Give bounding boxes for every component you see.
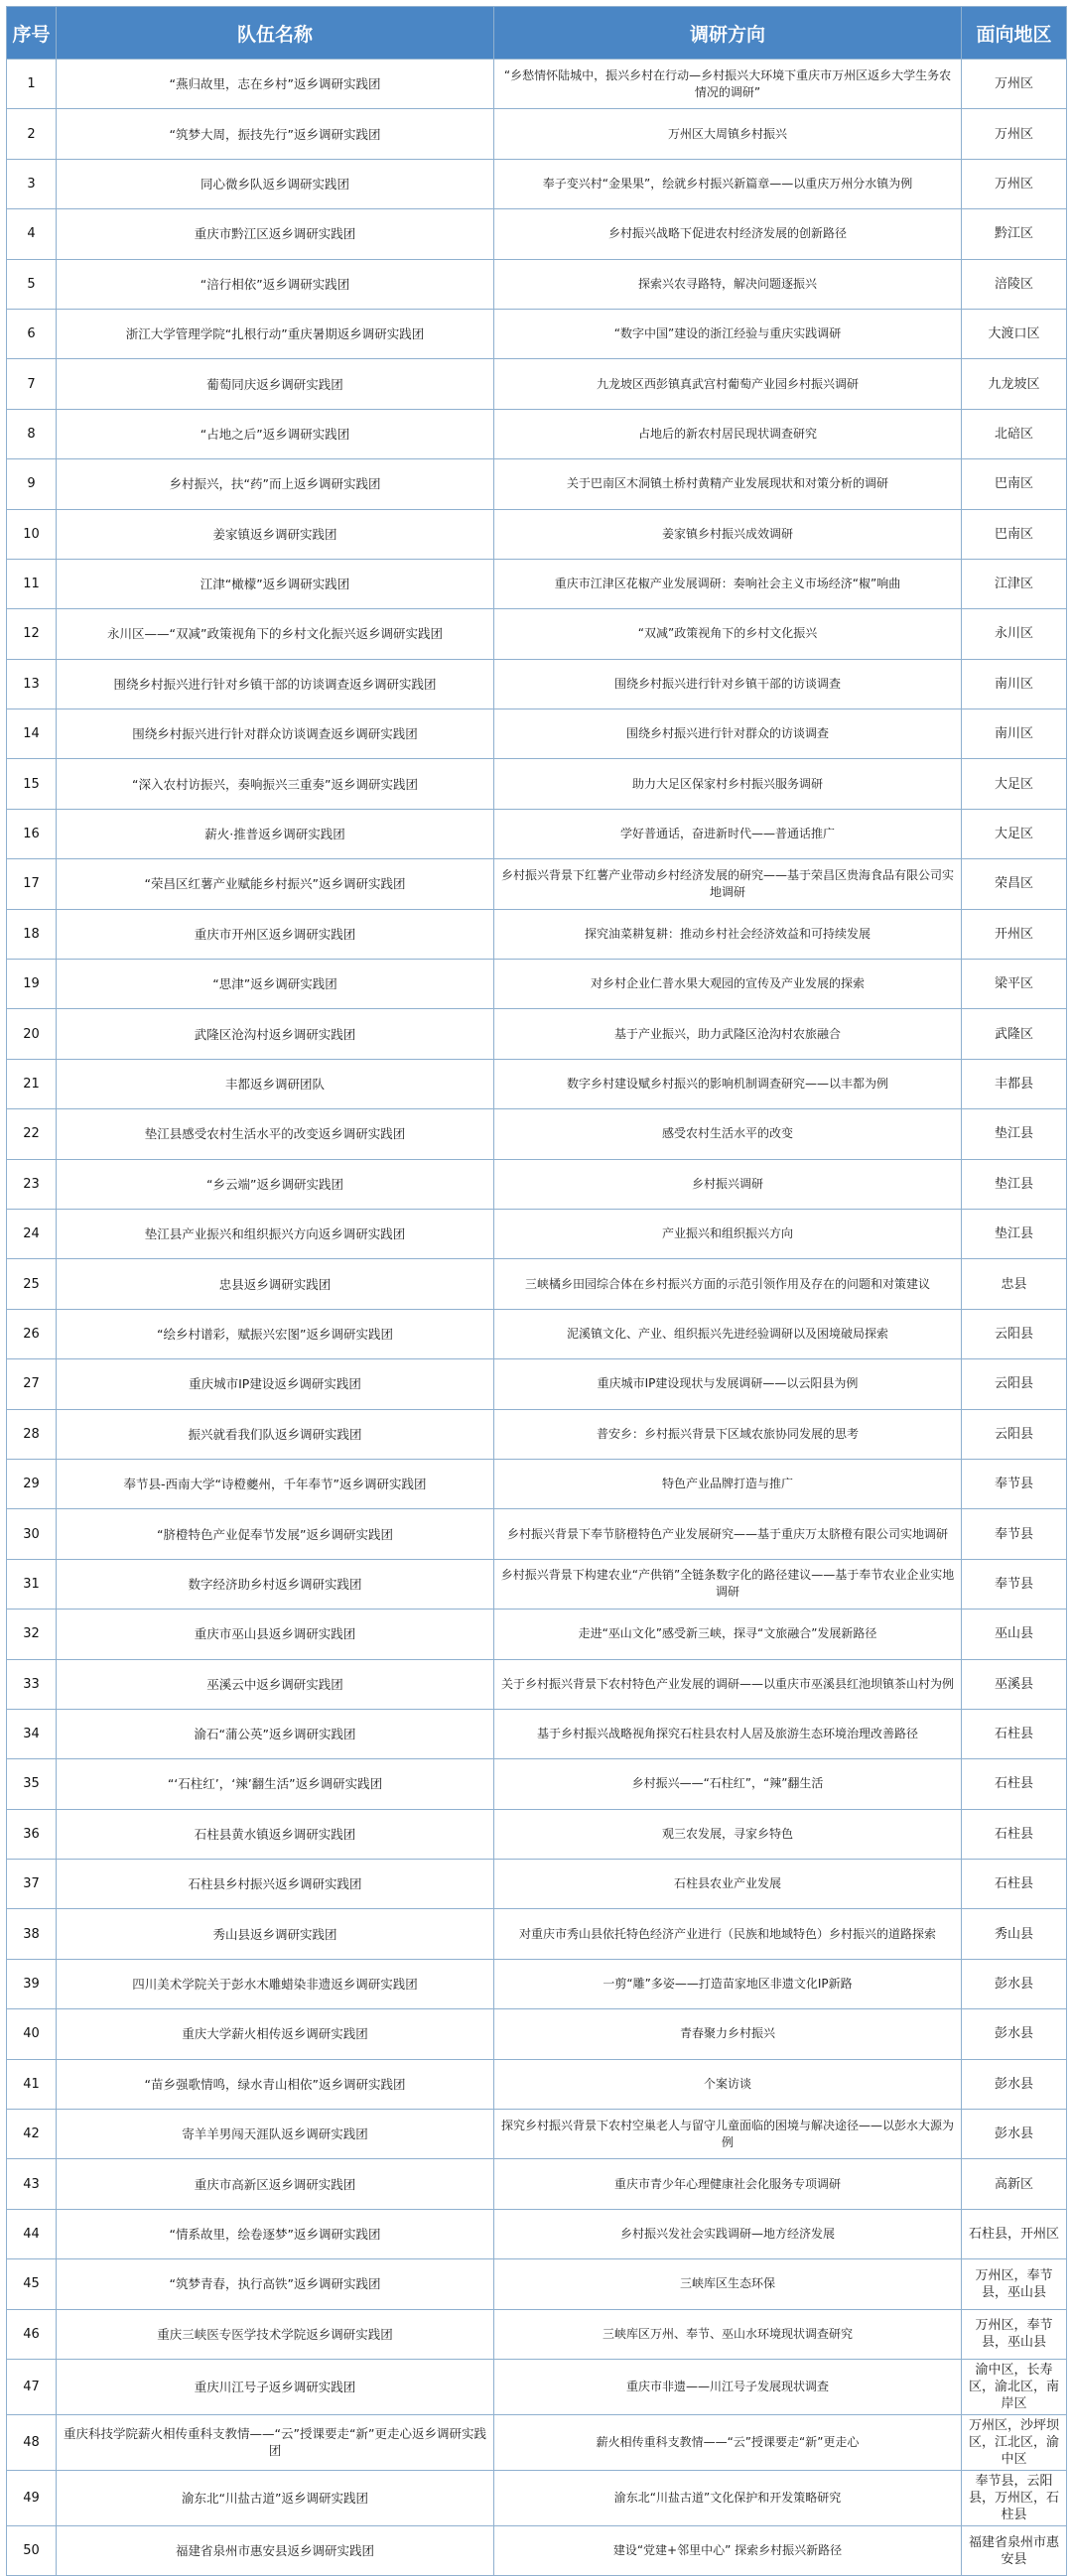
- team-name-cell: 重庆市高新区返乡调研实践团: [57, 2159, 494, 2209]
- research-direction-cell: 围绕乡村振兴进行针对群众的访谈调查: [494, 709, 962, 759]
- research-direction-cell: 乡村振兴背景下奉节脐橙特色产业发展研究——基于重庆万太脐橙有限公司实地调研: [494, 1509, 962, 1559]
- region-cell: 彭水县: [962, 1959, 1067, 2008]
- research-direction-cell: 建设“党建+邻里中心” 探索乡村振兴新路径: [494, 2525, 962, 2575]
- table-row: [7, 459, 1067, 509]
- research-direction-cell: 基于乡村振兴战略视角探究石柱县农村人居及旅游生态环境治理改善路径: [494, 1709, 962, 1758]
- row-index-cell: 22: [7, 1109, 57, 1159]
- table-row: [7, 1860, 1067, 1909]
- row-index-cell: 16: [7, 809, 57, 858]
- research-direction-cell: 重庆城市IP建设现状与发展调研——以云阳县为例: [494, 1359, 962, 1409]
- table-row: [7, 859, 1067, 909]
- region-cell: 巫溪县: [962, 1659, 1067, 1709]
- team-name-cell: “脐橙特色产业促奉节发展”返乡调研实践团: [57, 1509, 494, 1559]
- team-name-cell: 重庆市巫山县返乡调研实践团: [57, 1610, 494, 1659]
- table-row: [7, 2009, 1067, 2059]
- team-name-cell: 四川美术学院关于彭水木雕蜡染非遗返乡调研实践团: [57, 1959, 494, 2008]
- region-cell: 秀山县: [962, 1909, 1067, 1959]
- table-body: [7, 60, 1067, 2576]
- table-row: [7, 1409, 1067, 1459]
- row-index-cell: 3: [7, 159, 57, 208]
- research-direction-cell: 重庆市青少年心理健康社会化服务专项调研: [494, 2159, 962, 2209]
- header-index: 序号: [7, 7, 57, 60]
- team-name-cell: 垫江县感受农村生活水平的改变返乡调研实践团: [57, 1109, 494, 1159]
- research-direction-cell: 对乡村企业仁普水果大观园的宣传及产业发展的探索: [494, 960, 962, 1009]
- row-index-cell: 44: [7, 2209, 57, 2258]
- table-row: [7, 1109, 1067, 1159]
- table-row: [7, 1359, 1067, 1409]
- region-cell: 云阳县: [962, 1409, 1067, 1459]
- research-direction-cell: 乡村振兴调研: [494, 1159, 962, 1209]
- row-index-cell: 29: [7, 1459, 57, 1508]
- row-index-cell: 24: [7, 1209, 57, 1258]
- research-direction-cell: 奉子变兴村“金果果”，绘就乡村振兴新篇章——以重庆万州分水镇为例: [494, 159, 962, 208]
- table-row: [7, 109, 1067, 159]
- team-name-cell: 丰都返乡调研团队: [57, 1059, 494, 1108]
- table-row: [7, 759, 1067, 809]
- row-index-cell: 7: [7, 359, 57, 409]
- table-header-row: [7, 7, 1067, 60]
- table-row: [7, 1259, 1067, 1309]
- region-cell: 北碚区: [962, 409, 1067, 458]
- team-name-cell: “情系故里，绘卷逐梦”返乡调研实践团: [57, 2209, 494, 2258]
- region-cell: 福建省泉州市惠安县: [962, 2525, 1067, 2575]
- research-direction-cell: 感受农村生活水平的改变: [494, 1109, 962, 1159]
- table-row: [7, 209, 1067, 259]
- row-index-cell: 15: [7, 759, 57, 809]
- team-name-cell: 重庆市黔江区返乡调研实践团: [57, 209, 494, 259]
- row-index-cell: 19: [7, 960, 57, 1009]
- row-index-cell: 6: [7, 309, 57, 358]
- header-team-name: 队伍名称: [57, 7, 494, 60]
- team-name-cell: “绘乡村谱彩，赋振兴宏图”返乡调研实践团: [57, 1309, 494, 1358]
- table-row: [7, 1809, 1067, 1859]
- region-cell: 荣昌区: [962, 859, 1067, 909]
- table-row: [7, 960, 1067, 1009]
- research-direction-cell: 九龙坡区西彭镇真武宫村葡萄产业园乡村振兴调研: [494, 359, 962, 409]
- table-row: [7, 2259, 1067, 2309]
- region-cell: 开州区: [962, 909, 1067, 959]
- region-cell: 梁平区: [962, 960, 1067, 1009]
- region-cell: 丰都县: [962, 1059, 1067, 1108]
- team-name-cell: 姜家镇返乡调研实践团: [57, 509, 494, 559]
- team-name-cell: “乡云端”返乡调研实践团: [57, 1159, 494, 1209]
- region-cell: 云阳县: [962, 1309, 1067, 1358]
- research-direction-cell: 产业振兴和组织振兴方向: [494, 1209, 962, 1258]
- research-direction-cell: 助力大足区保家村乡村振兴服务调研: [494, 759, 962, 809]
- row-index-cell: 10: [7, 509, 57, 559]
- team-name-cell: 数字经济助乡村返乡调研实践团: [57, 1559, 494, 1609]
- team-name-cell: 重庆大学薪火相传返乡调研实践团: [57, 2009, 494, 2059]
- team-name-cell: 葡萄同庆返乡调研实践团: [57, 359, 494, 409]
- row-index-cell: 13: [7, 659, 57, 708]
- research-direction-cell: 数字乡村建设赋乡村振兴的影响机制调查研究——以丰都为例: [494, 1059, 962, 1108]
- research-direction-cell: 泥溪镇文化、产业、组织振兴先进经验调研以及困境破局探索: [494, 1309, 962, 1358]
- region-cell: 云阳县: [962, 1359, 1067, 1409]
- table-row: [7, 309, 1067, 358]
- row-index-cell: 20: [7, 1009, 57, 1059]
- row-index-cell: 35: [7, 1759, 57, 1809]
- research-direction-cell: 乡村振兴背景下构建农业“产供销”全链条数字化的路径建议——基于奉节农业企业实地调研: [494, 1559, 962, 1609]
- region-cell: 彭水县: [962, 2009, 1067, 2059]
- table-row: [7, 259, 1067, 309]
- region-cell: 渝中区，长寿区，渝北区，南岸区: [962, 2359, 1067, 2414]
- team-name-cell: 同心微乡队返乡调研实践团: [57, 159, 494, 208]
- research-direction-cell: 关于乡村振兴背景下农村特色产业发展的调研——以重庆市巫溪县红池坝镇茶山村为例: [494, 1659, 962, 1709]
- team-name-cell: “思津”返乡调研实践团: [57, 960, 494, 1009]
- research-direction-cell: 三峡库区生态环保: [494, 2259, 962, 2309]
- table-row: [7, 409, 1067, 458]
- region-cell: 巫山县: [962, 1610, 1067, 1659]
- row-index-cell: 2: [7, 109, 57, 159]
- team-name-cell: “筑梦青春，执行高铁”返乡调研实践团: [57, 2259, 494, 2309]
- team-name-cell: 振兴就看我们队返乡调研实践团: [57, 1409, 494, 1459]
- row-index-cell: 38: [7, 1909, 57, 1959]
- research-direction-cell: 一剪“雕”多姿——打造苗家地区非遗文化IP新路: [494, 1959, 962, 2008]
- region-cell: 垫江县: [962, 1209, 1067, 1258]
- header-research-direction: 调研方向: [494, 7, 962, 60]
- region-cell: 石柱县: [962, 1709, 1067, 1758]
- team-name-cell: “涪行相依”返乡调研实践团: [57, 259, 494, 309]
- research-direction-cell: 乡村振兴战略下促进农村经济发展的创新路径: [494, 209, 962, 259]
- row-index-cell: 47: [7, 2359, 57, 2414]
- row-index-cell: 39: [7, 1959, 57, 2008]
- region-cell: 石柱县，开州区: [962, 2209, 1067, 2258]
- research-direction-cell: 特色产业品牌打造与推广: [494, 1459, 962, 1508]
- region-cell: 石柱县: [962, 1809, 1067, 1859]
- research-direction-cell: 学好普通话，奋进新时代——普通话推广: [494, 809, 962, 858]
- row-index-cell: 41: [7, 2059, 57, 2109]
- table-row: [7, 1009, 1067, 1059]
- team-name-cell: 巫溪云中返乡调研实践团: [57, 1659, 494, 1709]
- research-direction-cell: 重庆市江津区花椒产业发展调研：奏响社会主义市场经济“椒”响曲: [494, 559, 962, 608]
- table-row: [7, 1659, 1067, 1709]
- region-cell: 大足区: [962, 759, 1067, 809]
- research-direction-cell: “乡愁情怀陆城中，振兴乡村在行动—乡村振兴大环境下重庆市万州区返乡大学生务农情况的调研”: [494, 60, 962, 109]
- table-row: [7, 1309, 1067, 1358]
- row-index-cell: 34: [7, 1709, 57, 1758]
- research-direction-cell: 对重庆市秀山县依托特色经济产业进行（民族和地域特色）乡村振兴的道路探索: [494, 1909, 962, 1959]
- research-direction-cell: 薪火相传重科支教情——“云”授课要走“新”更走心: [494, 2414, 962, 2470]
- row-index-cell: 43: [7, 2159, 57, 2209]
- table-row: [7, 2309, 1067, 2359]
- table-row: [7, 1059, 1067, 1108]
- row-index-cell: 11: [7, 559, 57, 608]
- team-name-cell: 江津“橄檬”返乡调研实践团: [57, 559, 494, 608]
- table-row: [7, 609, 1067, 659]
- research-direction-cell: 渝东北“川盐古道”文化保护和开发策略研究: [494, 2470, 962, 2525]
- team-name-cell: 薪火·推普返乡调研实践团: [57, 809, 494, 858]
- team-name-cell: 福建省泉州市惠安县返乡调研实践团: [57, 2525, 494, 2575]
- region-cell: 巴南区: [962, 459, 1067, 509]
- row-index-cell: 37: [7, 1860, 57, 1909]
- region-cell: 南川区: [962, 659, 1067, 708]
- region-cell: 垫江县: [962, 1109, 1067, 1159]
- team-name-cell: 石柱县乡村振兴返乡调研实践团: [57, 1860, 494, 1909]
- table-row: [7, 1959, 1067, 2008]
- region-cell: 奉节县: [962, 1459, 1067, 1508]
- row-index-cell: 5: [7, 259, 57, 309]
- row-index-cell: 17: [7, 859, 57, 909]
- row-index-cell: 18: [7, 909, 57, 959]
- table-row: [7, 159, 1067, 208]
- table-row: [7, 2470, 1067, 2525]
- region-cell: 彭水县: [962, 2059, 1067, 2109]
- row-index-cell: 8: [7, 409, 57, 458]
- team-name-cell: “占地之后”返乡调研实践团: [57, 409, 494, 458]
- region-cell: 高新区: [962, 2159, 1067, 2209]
- row-index-cell: 12: [7, 609, 57, 659]
- team-name-cell: 奉节县-西南大学“诗橙夔州，千年奉节”返乡调研实践团: [57, 1459, 494, 1508]
- team-name-cell: “‘石柱红’，‘辣’翻生活”返乡调研实践团: [57, 1759, 494, 1809]
- research-direction-cell: 探究油菜耕复耕：推动乡村社会经济效益和可持续发展: [494, 909, 962, 959]
- table-row: [7, 1759, 1067, 1809]
- table-row: [7, 709, 1067, 759]
- region-cell: 武隆区: [962, 1009, 1067, 1059]
- region-cell: 石柱县: [962, 1860, 1067, 1909]
- research-direction-cell: 乡村振兴——“石柱红”，“辣”翻生活: [494, 1759, 962, 1809]
- research-direction-cell: 走进“巫山文化”感受新三峡，探寻“文旅融合”发展新路径: [494, 1610, 962, 1659]
- region-cell: 垫江县: [962, 1159, 1067, 1209]
- research-direction-cell: 乡村振兴背景下红薯产业带动乡村经济发展的研究——基于荣昌区贵海食品有限公司实地调研: [494, 859, 962, 909]
- research-direction-cell: “数字中国”建设的浙江经验与重庆实践调研: [494, 309, 962, 358]
- team-name-cell: 重庆科技学院薪火相传重科支教情——“云”授课要走“新”更走心返乡调研实践团: [57, 2414, 494, 2470]
- table-row: [7, 359, 1067, 409]
- research-direction-cell: 基于产业振兴，助力武隆区沧沟村农旅融合: [494, 1009, 962, 1059]
- research-direction-cell: 普安乡：乡村振兴背景下区域农旅协同发展的思考: [494, 1409, 962, 1459]
- team-name-cell: 重庆三峡医专医学技术学院返乡调研实践团: [57, 2309, 494, 2359]
- region-cell: 万州区: [962, 159, 1067, 208]
- table-row: [7, 2059, 1067, 2109]
- region-cell: 巴南区: [962, 509, 1067, 559]
- table-row: [7, 1159, 1067, 1209]
- table-row: [7, 559, 1067, 608]
- region-cell: 万州区，沙坪坝区，江北区，渝中区: [962, 2414, 1067, 2470]
- research-direction-cell: 个案访谈: [494, 2059, 962, 2109]
- table-row: [7, 60, 1067, 109]
- region-cell: 南川区: [962, 709, 1067, 759]
- region-cell: 奉节县: [962, 1559, 1067, 1609]
- team-name-cell: 垫江县产业振兴和组织振兴方向返乡调研实践团: [57, 1209, 494, 1258]
- region-cell: 万州区: [962, 60, 1067, 109]
- region-cell: 永川区: [962, 609, 1067, 659]
- research-direction-cell: 围绕乡村振兴进行针对乡镇干部的访谈调查: [494, 659, 962, 708]
- row-index-cell: 23: [7, 1159, 57, 1209]
- row-index-cell: 31: [7, 1559, 57, 1609]
- team-name-cell: 寄羊羊男闯天涯队返乡调研实践团: [57, 2110, 494, 2159]
- team-name-cell: 忠县返乡调研实践团: [57, 1259, 494, 1309]
- row-index-cell: 1: [7, 60, 57, 109]
- row-index-cell: 21: [7, 1059, 57, 1108]
- table-row: [7, 509, 1067, 559]
- row-index-cell: 25: [7, 1259, 57, 1309]
- team-name-cell: “筑梦大周，振技先行”返乡调研实践团: [57, 109, 494, 159]
- row-index-cell: 32: [7, 1610, 57, 1659]
- team-name-cell: 武隆区沧沟村返乡调研实践团: [57, 1009, 494, 1059]
- row-index-cell: 50: [7, 2525, 57, 2575]
- table-row: [7, 2209, 1067, 2258]
- research-direction-cell: 三峡橘乡田园综合体在乡村振兴方面的示范引领作用及存在的问题和对策建议: [494, 1259, 962, 1309]
- row-index-cell: 14: [7, 709, 57, 759]
- team-name-cell: 秀山县返乡调研实践团: [57, 1909, 494, 1959]
- team-name-cell: “苗乡强歌情鸣，绿水青山相依”返乡调研实践团: [57, 2059, 494, 2109]
- row-index-cell: 40: [7, 2009, 57, 2059]
- region-cell: 奉节县，云阳县，万州区，石柱县: [962, 2470, 1067, 2525]
- research-direction-cell: 三峡库区万州、奉节、巫山水环境现状调查研究: [494, 2309, 962, 2359]
- table-row: [7, 909, 1067, 959]
- table-row: [7, 1709, 1067, 1758]
- research-direction-cell: 关于巴南区木洞镇土桥村黄精产业发展现状和对策分析的调研: [494, 459, 962, 509]
- table-row: [7, 1459, 1067, 1508]
- team-name-cell: “荣昌区红薯产业赋能乡村振兴”返乡调研实践团: [57, 859, 494, 909]
- region-cell: 涪陵区: [962, 259, 1067, 309]
- table-row: [7, 1909, 1067, 1959]
- region-cell: 大渡口区: [962, 309, 1067, 358]
- row-index-cell: 4: [7, 209, 57, 259]
- team-name-cell: 浙江大学管理学院“扎根行动”重庆暑期返乡调研实践团: [57, 309, 494, 358]
- team-name-cell: 重庆城市IP建设返乡调研实践团: [57, 1359, 494, 1409]
- row-index-cell: 28: [7, 1409, 57, 1459]
- region-cell: 大足区: [962, 809, 1067, 858]
- row-index-cell: 36: [7, 1809, 57, 1859]
- table-row: [7, 1209, 1067, 1258]
- team-name-cell: “深入农村访振兴，奏响振兴三重奏”返乡调研实践团: [57, 759, 494, 809]
- research-direction-cell: 姜家镇乡村振兴成效调研: [494, 509, 962, 559]
- team-name-cell: 围绕乡村振兴进行针对乡镇干部的访谈调查返乡调研实践团: [57, 659, 494, 708]
- team-name-cell: 渝石“蒲公英”返乡调研实践团: [57, 1709, 494, 1758]
- research-direction-cell: 石柱县农业产业发展: [494, 1860, 962, 1909]
- table-row: [7, 1610, 1067, 1659]
- region-cell: 忠县: [962, 1259, 1067, 1309]
- region-cell: 万州区: [962, 109, 1067, 159]
- team-name-cell: 围绕乡村振兴进行针对群众访谈调查返乡调研实践团: [57, 709, 494, 759]
- table-row: [7, 2110, 1067, 2159]
- row-index-cell: 9: [7, 459, 57, 509]
- row-index-cell: 42: [7, 2110, 57, 2159]
- region-cell: 万州区，奉节县，巫山县: [962, 2309, 1067, 2359]
- research-teams-table: [6, 6, 1067, 2576]
- table-row: [7, 1509, 1067, 1559]
- research-direction-cell: 乡村振兴发社会实践调研—地方经济发展: [494, 2209, 962, 2258]
- region-cell: 万州区，奉节县，巫山县: [962, 2259, 1067, 2309]
- research-direction-cell: 重庆市非遗——川江号子发展现状调查: [494, 2359, 962, 2414]
- team-name-cell: “燕归故里，志在乡村”返乡调研实践团: [57, 60, 494, 109]
- header-region: 面向地区: [962, 7, 1067, 60]
- row-index-cell: 48: [7, 2414, 57, 2470]
- region-cell: 彭水县: [962, 2110, 1067, 2159]
- row-index-cell: 49: [7, 2470, 57, 2525]
- region-cell: 九龙坡区: [962, 359, 1067, 409]
- table-row: [7, 659, 1067, 708]
- table-row: [7, 2159, 1067, 2209]
- table-row: [7, 809, 1067, 858]
- table-row: [7, 2525, 1067, 2575]
- team-name-cell: 乡村振兴，扶“药”而上返乡调研实践团: [57, 459, 494, 509]
- region-cell: 石柱县: [962, 1759, 1067, 1809]
- row-index-cell: 46: [7, 2309, 57, 2359]
- research-direction-cell: 占地后的新农村居民现状调查研究: [494, 409, 962, 458]
- team-name-cell: 渝东北“川盐古道”返乡调研实践团: [57, 2470, 494, 2525]
- team-name-cell: 永川区——“双减”政策视角下的乡村文化振兴返乡调研实践团: [57, 609, 494, 659]
- research-direction-cell: 探索兴农寻路特，解决问题逐振兴: [494, 259, 962, 309]
- region-cell: 黔江区: [962, 209, 1067, 259]
- research-direction-cell: 观三农发展，寻家乡特色: [494, 1809, 962, 1859]
- document-page: [6, 6, 1066, 2576]
- team-name-cell: 石柱县黄水镇返乡调研实践团: [57, 1809, 494, 1859]
- row-index-cell: 45: [7, 2259, 57, 2309]
- region-cell: 江津区: [962, 559, 1067, 608]
- row-index-cell: 30: [7, 1509, 57, 1559]
- research-direction-cell: “双减”政策视角下的乡村文化振兴: [494, 609, 962, 659]
- research-direction-cell: 探究乡村振兴背景下农村空巢老人与留守儿童面临的困境与解决途径——以彭水大源为例: [494, 2110, 962, 2159]
- research-direction-cell: 青春聚力乡村振兴: [494, 2009, 962, 2059]
- team-name-cell: 重庆川江号子返乡调研实践团: [57, 2359, 494, 2414]
- research-direction-cell: 万州区大周镇乡村振兴: [494, 109, 962, 159]
- table-row: [7, 2359, 1067, 2414]
- row-index-cell: 33: [7, 1659, 57, 1709]
- team-name-cell: 重庆市开州区返乡调研实践团: [57, 909, 494, 959]
- row-index-cell: 27: [7, 1359, 57, 1409]
- table-row: [7, 2414, 1067, 2470]
- row-index-cell: 26: [7, 1309, 57, 1358]
- table-row: [7, 1559, 1067, 1609]
- region-cell: 奉节县: [962, 1509, 1067, 1559]
